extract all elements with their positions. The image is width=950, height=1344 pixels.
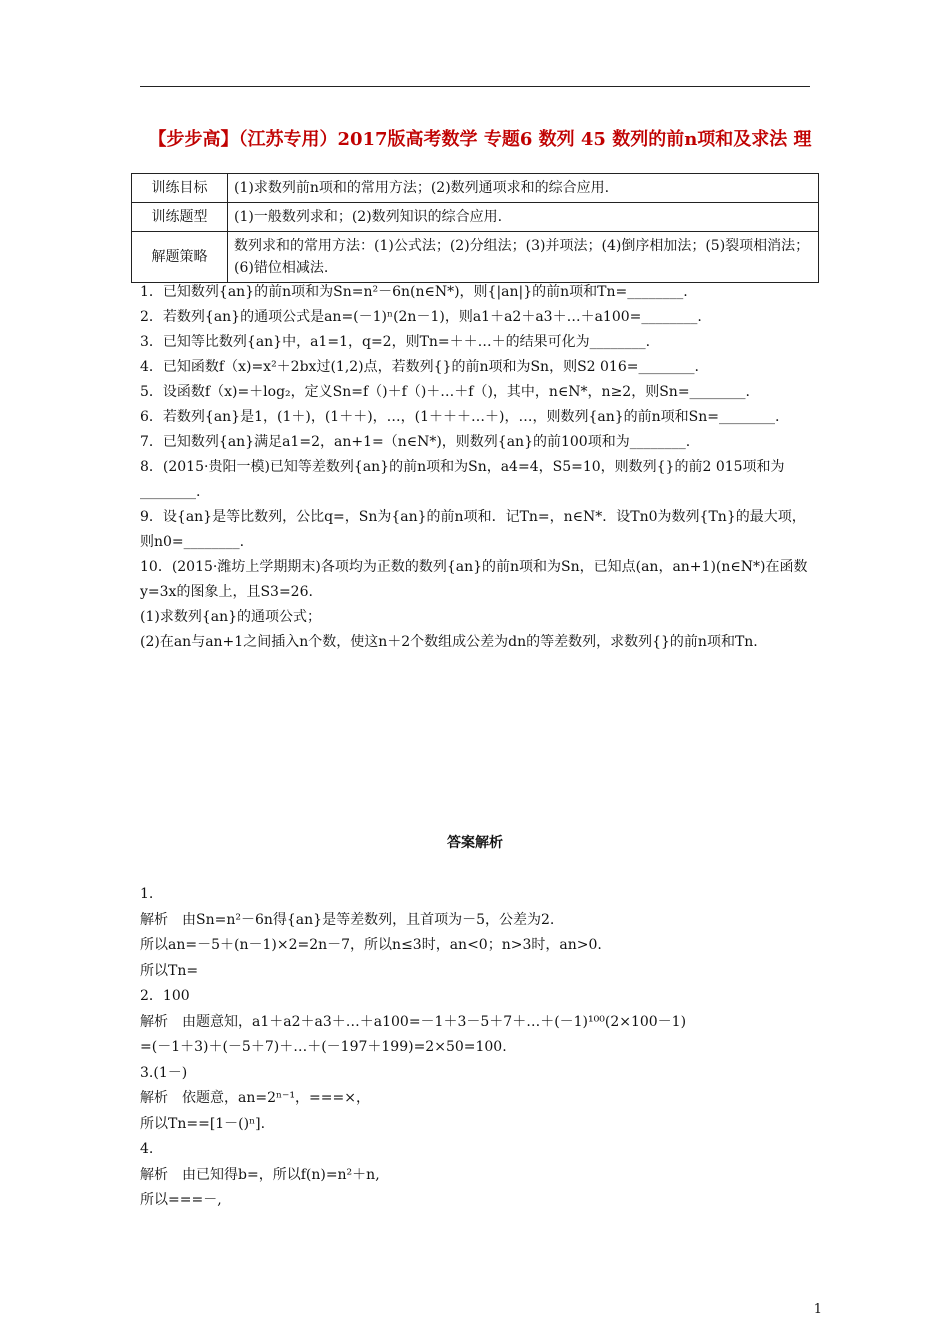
problem-10: 10．(2015·潍坊上学期期末)各项均为正数的数列{an}的前n项和为Sn，已知点(an，an+1)(n∈N*)在函数y=3x的图象上，且S3=26.	[140, 559, 808, 600]
answer-line: 所以an=－5＋(n－1)×2=2n－7，所以n≤3时，an<0；n>3时，an>0.	[140, 937, 602, 953]
table-content: (1)一般数列求和；(2)数列知识的综合应用.	[228, 203, 819, 232]
answer-line: 所以===－,	[140, 1192, 222, 1208]
document-title: 【步步高】（江苏专用）2017版高考数学 专题6 数列 45 数列的前n项和及求法 理	[148, 129, 812, 150]
table-content: 数列求和的常用方法：(1)公式法；(2)分组法；(3)并项法；(4)倒序相加法；(5)裂项相消法；(6)错位相减法.	[228, 232, 819, 283]
table-row	[132, 232, 819, 283]
problem-9: 9．设{an}是等比数列，公比q=，Sn为{an}的前n项和．记Tn=，n∈N*．设Tn0为数列{Tn}的最大项，则n0=________.	[140, 509, 806, 550]
table-label: 训练目标	[132, 174, 228, 203]
table-row	[132, 174, 819, 203]
answer-line: 2．100	[140, 988, 190, 1004]
header-rule	[140, 86, 810, 87]
answer-line: 3.(1－)	[140, 1064, 188, 1081]
training-info-table	[131, 173, 819, 283]
problem-8: 8．(2015·贵阳一模)已知等差数列{an}的前n项和为Sn，a4=4，S5=10，则数列{}的前2 015项和为________.	[140, 459, 785, 500]
problem-list	[140, 280, 815, 655]
problem-4: 4．已知函数f（x)=x²＋2bx过(1,2)点，若数列{}的前n项和为Sn，则S2 016=________.	[140, 359, 699, 375]
table-label: 训练题型	[132, 203, 228, 232]
problem-1: 1．已知数列{an}的前n项和为Sn=n²－6n(n∈N*)，则{|an|}的前n项和Tn=________.	[140, 284, 688, 300]
answer-line: 1.	[140, 886, 154, 902]
answer-line: 解析 由题意知，a1＋a2＋a3＋…＋a100=－1＋3－5＋7＋…＋(－1)¹⁰⁰(2×100－1)	[140, 1013, 687, 1030]
table-row	[132, 203, 819, 232]
answer-line: 解析 由已知得b=，所以f(n)=n²＋n,	[140, 1166, 380, 1183]
problem-7: 7．已知数列{an}满足a1=2，an+1=（n∈N*)，则数列{an}的前100项和为________.	[140, 434, 691, 450]
problem-10-part-1: (1)求数列{an}的通项公式；	[140, 609, 322, 625]
answer-line: 解析 由Sn=n²－6n得{an}是等差数列，且首项为－5，公差为2.	[140, 911, 555, 928]
problem-3: 3．已知等比数列{an}中，a1=1，q=2，则Tn=＋＋…＋的结果可化为________.	[140, 334, 651, 350]
problem-10-part-2: (2)在an与an+1之间插入n个数，使这n＋2个数组成公差为dn的等差数列，求数列{}的前n项和Tn.	[140, 634, 758, 650]
answer-line: =(－1＋3)＋(－5＋7)＋…＋(－197＋199)=2×50=100.	[140, 1039, 507, 1055]
table-label: 解题策略	[132, 232, 228, 283]
problem-5: 5．设函数f（x)=＋log₂，定义Sn=f（)＋f（)＋…＋f（)，其中，n∈N*，n≥2，则Sn=________.	[140, 384, 750, 400]
page-number: 1	[813, 1302, 822, 1317]
answer-list	[140, 882, 815, 1214]
problem-6: 6．若数列{an}是1，(1＋)，(1＋＋)，…，(1＋＋＋…＋)，…，则数列{an}的前n项和Sn=________.	[140, 409, 780, 425]
problem-2: 2．若数列{an}的通项公式是an=(－1)ⁿ(2n－1)，则a1＋a2＋a3＋…＋a100=________.	[140, 309, 702, 325]
answer-line: 解析 依题意，an=2ⁿ⁻¹，===×，	[140, 1090, 370, 1106]
answer-line: 所以Tn=	[140, 962, 199, 979]
table-content: (1)求数列前n项和的常用方法；(2)数列通项求和的综合应用.	[228, 174, 819, 203]
answers-heading: 答案解析	[447, 835, 503, 851]
answer-line: 所以Tn==[1－()ⁿ].	[140, 1115, 266, 1132]
answer-line: 4.	[140, 1141, 154, 1157]
